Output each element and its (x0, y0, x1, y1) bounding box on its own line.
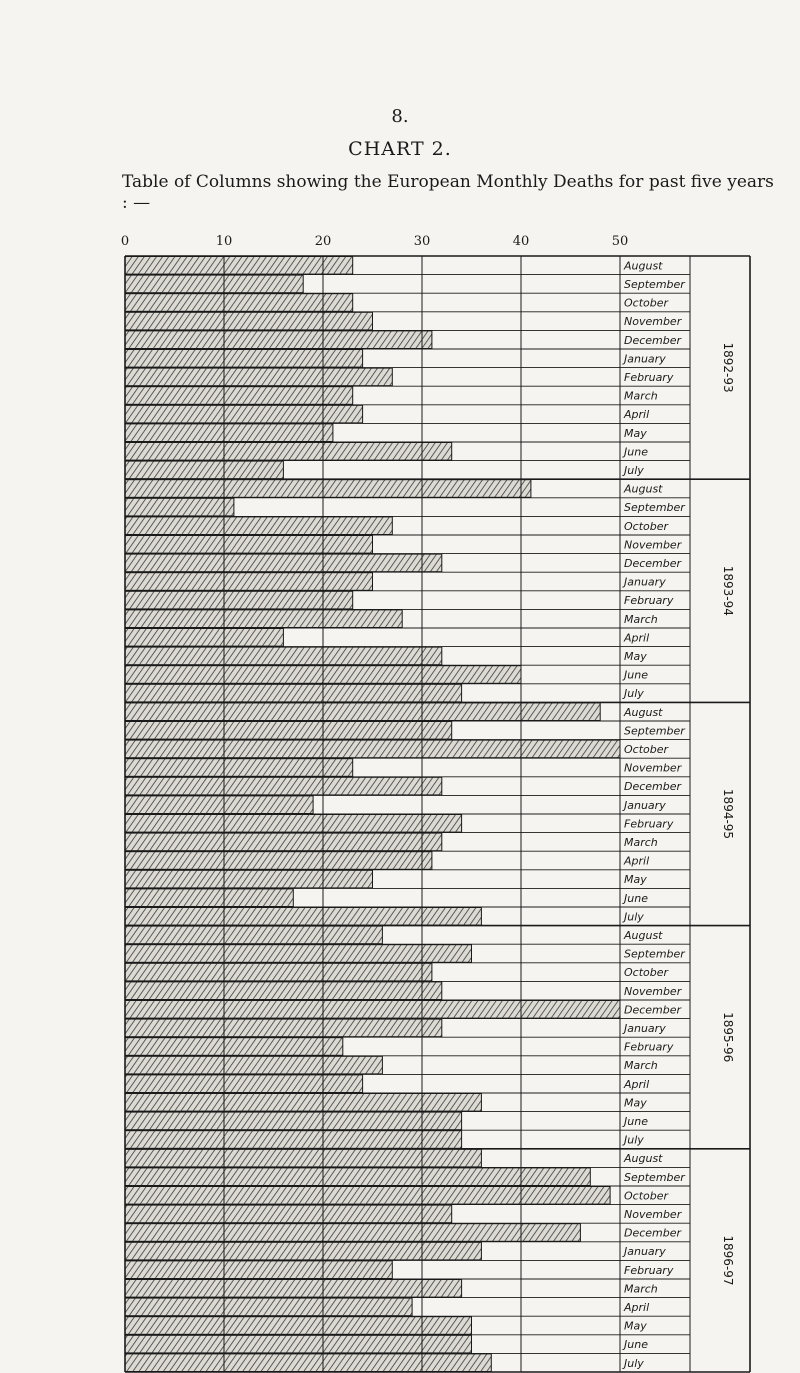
bar-1893-94-february (125, 591, 353, 609)
bar-1894-95-december (125, 777, 442, 795)
month-label-august: August (624, 928, 663, 942)
bar-1892-93-september (125, 275, 303, 293)
month-label-august: August (624, 259, 663, 273)
bar-1895-96-september (125, 945, 472, 963)
month-label-july: July (624, 910, 644, 924)
month-label-february: February (624, 1263, 674, 1277)
bar-1895-96-november (125, 982, 442, 1000)
bar-1896-97-october (125, 1187, 610, 1205)
bar-1893-94-march (125, 610, 402, 628)
bar-1895-96-october (125, 963, 432, 981)
period-label: 1894-95 (721, 788, 735, 840)
month-label-may: May (624, 426, 647, 440)
month-label-december: December (624, 780, 682, 794)
month-label-september: September (624, 724, 685, 738)
month-label-may: May (624, 1319, 647, 1333)
bar-1896-97-february (125, 1261, 392, 1279)
month-label-september: September (624, 1170, 685, 1184)
month-label-october: October (624, 742, 669, 756)
bar-1893-94-may (125, 647, 442, 665)
month-label-april: April (624, 408, 650, 422)
bar-1893-94-december (125, 554, 442, 572)
chart-title: CHART 2. (348, 138, 452, 160)
month-label-january: January (624, 575, 666, 589)
bar-1893-94-october (125, 517, 392, 535)
month-label-november: November (624, 761, 682, 775)
month-label-december: December (624, 1003, 682, 1017)
month-label-february: February (624, 1040, 674, 1054)
month-label-august: August (624, 482, 663, 496)
bar-1892-93-july (125, 461, 283, 479)
month-label-january: January (624, 1021, 666, 1035)
x-tick-label: 20 (314, 234, 332, 249)
month-label-march: March (624, 1059, 658, 1073)
month-label-july: July (624, 463, 644, 477)
month-label-september: September (624, 947, 685, 961)
bar-1895-96-august (125, 926, 382, 944)
period-labels (721, 343, 735, 1286)
bar-1893-94-november (125, 536, 373, 554)
grid-lines (125, 256, 750, 1372)
bar-1892-93-february (125, 368, 392, 386)
month-label-may: May (624, 649, 647, 663)
page-number: 8. (391, 106, 409, 127)
month-label-november: November (624, 315, 682, 329)
month-label-november: November (624, 1207, 682, 1221)
bar-1892-93-june (125, 443, 452, 461)
period-label: 1892-93 (721, 342, 735, 393)
bar-1894-95-june (125, 889, 293, 907)
bar-1895-96-june (125, 1112, 462, 1130)
period-label: 1896-97 (721, 1235, 735, 1286)
x-tick-label: 0 (120, 234, 130, 249)
month-label-june: June (624, 891, 648, 905)
bar-1893-94-september (125, 498, 234, 516)
month-label-november: November (624, 538, 682, 552)
bar-1894-95-april (125, 852, 432, 870)
bar-1896-97-december (125, 1224, 580, 1242)
bar-1894-95-february (125, 815, 462, 833)
bar-1894-95-may (125, 870, 373, 888)
bar-1892-93-may (125, 424, 333, 442)
bar-1892-93-january (125, 350, 363, 368)
bar-1892-93-march (125, 387, 353, 405)
bar-1893-94-july (125, 684, 462, 702)
bar-1894-95-october (125, 740, 620, 758)
month-label-december: December (624, 1226, 682, 1240)
bar-1895-96-april (125, 1075, 363, 1093)
month-label-february: February (624, 370, 674, 384)
month-label-december: December (624, 556, 682, 570)
bar-1895-96-february (125, 1038, 343, 1056)
bar-1893-94-august (125, 480, 531, 498)
bar-1896-97-may (125, 1317, 472, 1335)
month-label-march: March (624, 1282, 658, 1296)
month-label-april: April (624, 1077, 650, 1091)
month-label-december: December (624, 333, 682, 347)
bar-1893-94-january (125, 573, 373, 591)
x-axis-top (121, 234, 628, 249)
month-label-april: April (624, 1300, 650, 1314)
month-label-march: March (624, 835, 658, 849)
x-tick-label: 30 (413, 234, 431, 249)
bar-1895-96-july (125, 1131, 462, 1149)
bar-1894-95-august (125, 703, 600, 721)
bar-1894-95-january (125, 796, 313, 814)
month-label-january: January (624, 798, 666, 812)
month-label-february: February (624, 594, 674, 608)
period-label: 1895-96 (721, 1012, 735, 1063)
month-label-february: February (624, 817, 674, 831)
bar-1895-96-january (125, 1019, 442, 1037)
bar-1894-95-march (125, 833, 442, 851)
bar-1896-97-january (125, 1242, 481, 1260)
x-tick-label: 40 (512, 234, 530, 249)
month-label-march: March (624, 389, 658, 403)
bar-1895-96-march (125, 1056, 382, 1074)
month-label-october: October (624, 1189, 669, 1203)
x-tick-label: 10 (215, 234, 233, 249)
month-label-october: October (624, 296, 669, 310)
month-label-november: November (624, 984, 682, 998)
month-label-july: July (624, 1356, 644, 1370)
bar-1892-93-april (125, 405, 363, 423)
month-label-september: September (624, 277, 685, 291)
bar-1892-93-november (125, 312, 373, 330)
bar-1893-94-april (125, 629, 283, 647)
bar-1892-93-december (125, 331, 432, 349)
bar-1896-97-april (125, 1298, 412, 1316)
bar-1892-93-august (125, 257, 353, 275)
month-label-october: October (624, 966, 669, 980)
bar-1894-95-july (125, 908, 481, 926)
month-label-april: April (624, 631, 650, 645)
month-label-june: June (624, 445, 648, 459)
month-label-may: May (624, 1096, 647, 1110)
bar-1896-97-july (125, 1354, 491, 1372)
bar-1896-97-june (125, 1335, 472, 1353)
month-label-january: January (624, 352, 666, 366)
month-label-march: March (624, 612, 658, 626)
month-label-august: August (624, 705, 663, 719)
month-label-june: June (624, 668, 648, 682)
month-label-july: July (624, 687, 644, 701)
month-label-june: June (624, 1114, 648, 1128)
month-label-october: October (624, 519, 669, 533)
bar-1895-96-december (125, 1001, 620, 1019)
chart-caption: Table of Columns showing the European Monthly Deaths for past five years : — (122, 172, 774, 213)
month-labels (622, 259, 686, 1369)
bar-1895-96-may (125, 1094, 481, 1112)
month-label-august: August (624, 1152, 663, 1166)
bar-1896-97-march (125, 1280, 462, 1298)
month-label-september: September (624, 501, 685, 515)
month-label-may: May (624, 873, 647, 887)
month-label-april: April (624, 854, 650, 868)
bar-1896-97-august (125, 1149, 481, 1167)
period-label: 1893-94 (721, 565, 735, 616)
bar-1892-93-october (125, 294, 353, 312)
bar-1896-97-november (125, 1205, 452, 1223)
bar-1894-95-november (125, 759, 353, 777)
month-label-june: June (624, 1338, 648, 1352)
month-label-july: July (624, 1133, 644, 1147)
month-label-january: January (624, 1245, 666, 1259)
x-tick-label: 50 (611, 234, 629, 249)
bar-1894-95-september (125, 722, 452, 740)
